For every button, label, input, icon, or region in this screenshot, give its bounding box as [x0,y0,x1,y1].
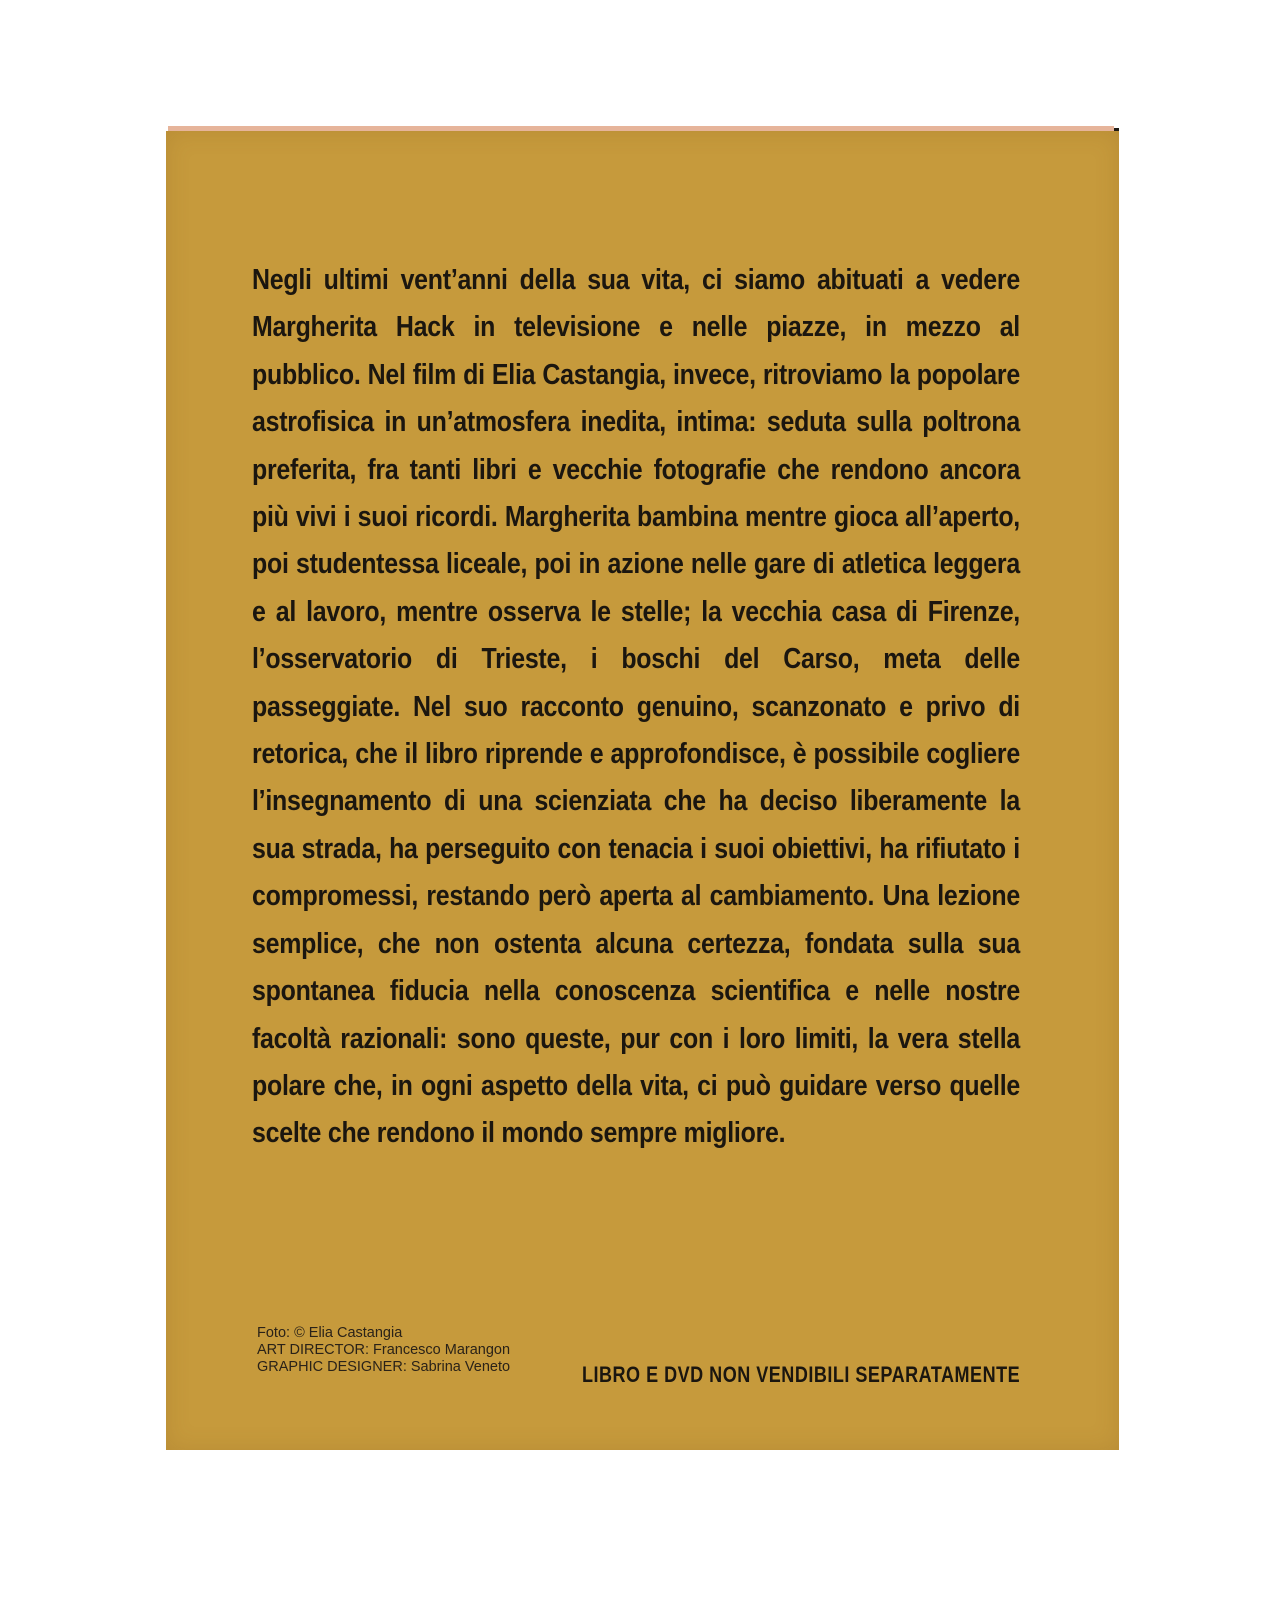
art-director-credit: ART DIRECTOR: Francesco Marangon [257,1342,511,1358]
sale-notice: LIBRO E DVD NON VENDIBILI SEPARATAMENTE [582,1362,1021,1387]
back-cover [166,131,1119,1450]
credits-block [257,1325,510,1376]
photo-credit: Foto: © Elia Castangia [257,1325,403,1341]
graphic-designer-credit: GRAPHIC DESIGNER: Sabrina Veneto [257,1359,511,1375]
blurb-text: Negli ultimi vent’anni della sua vita, ci siamo abituati a vedere Margherita Hack in televisione e nelle piazze, in mezzo al pubblico. Nel film di Elia Castangia, invece, ritroviamo la popolare astrofisica in un’atmosfera inedita, intima: seduta sulla poltrona preferita, fra tanti libri e vecchie fotografie che rendono ancora più vivi i suoi ricordi. Margherita bambina mentre gioca all’aperto, poi studentessa liceale, poi in azione nelle gare di atletica leggera e al lavoro, mentre osserva le stelle; la vecchia casa di Firenze, l’osservatorio di Trieste, i boschi del Carso, meta delle passeggiate. Nel suo racconto genuino, scanzonato e privo di retorica, che il libro riprende e approfondisce, è possibile cogliere l’insegnamento di una scienziata che ha deciso liberamente la sua strada, ha perseguito con tenacia i suoi obiettivi, ha rifiutato i compromessi, restando però aperta al cambiamento. Una lezione semplice, che non ostenta alcuna certezza, fondata sulla sua spontanea fiducia nella conoscenza scientifica e nelle nostre facoltà razionali: sono queste, pur con i loro limiti, la vera stella polare che, in ogni aspetto della vita, ci può guidare verso quelle scelte che rendono il mondo sempre migliore. [252,264,1020,1150]
